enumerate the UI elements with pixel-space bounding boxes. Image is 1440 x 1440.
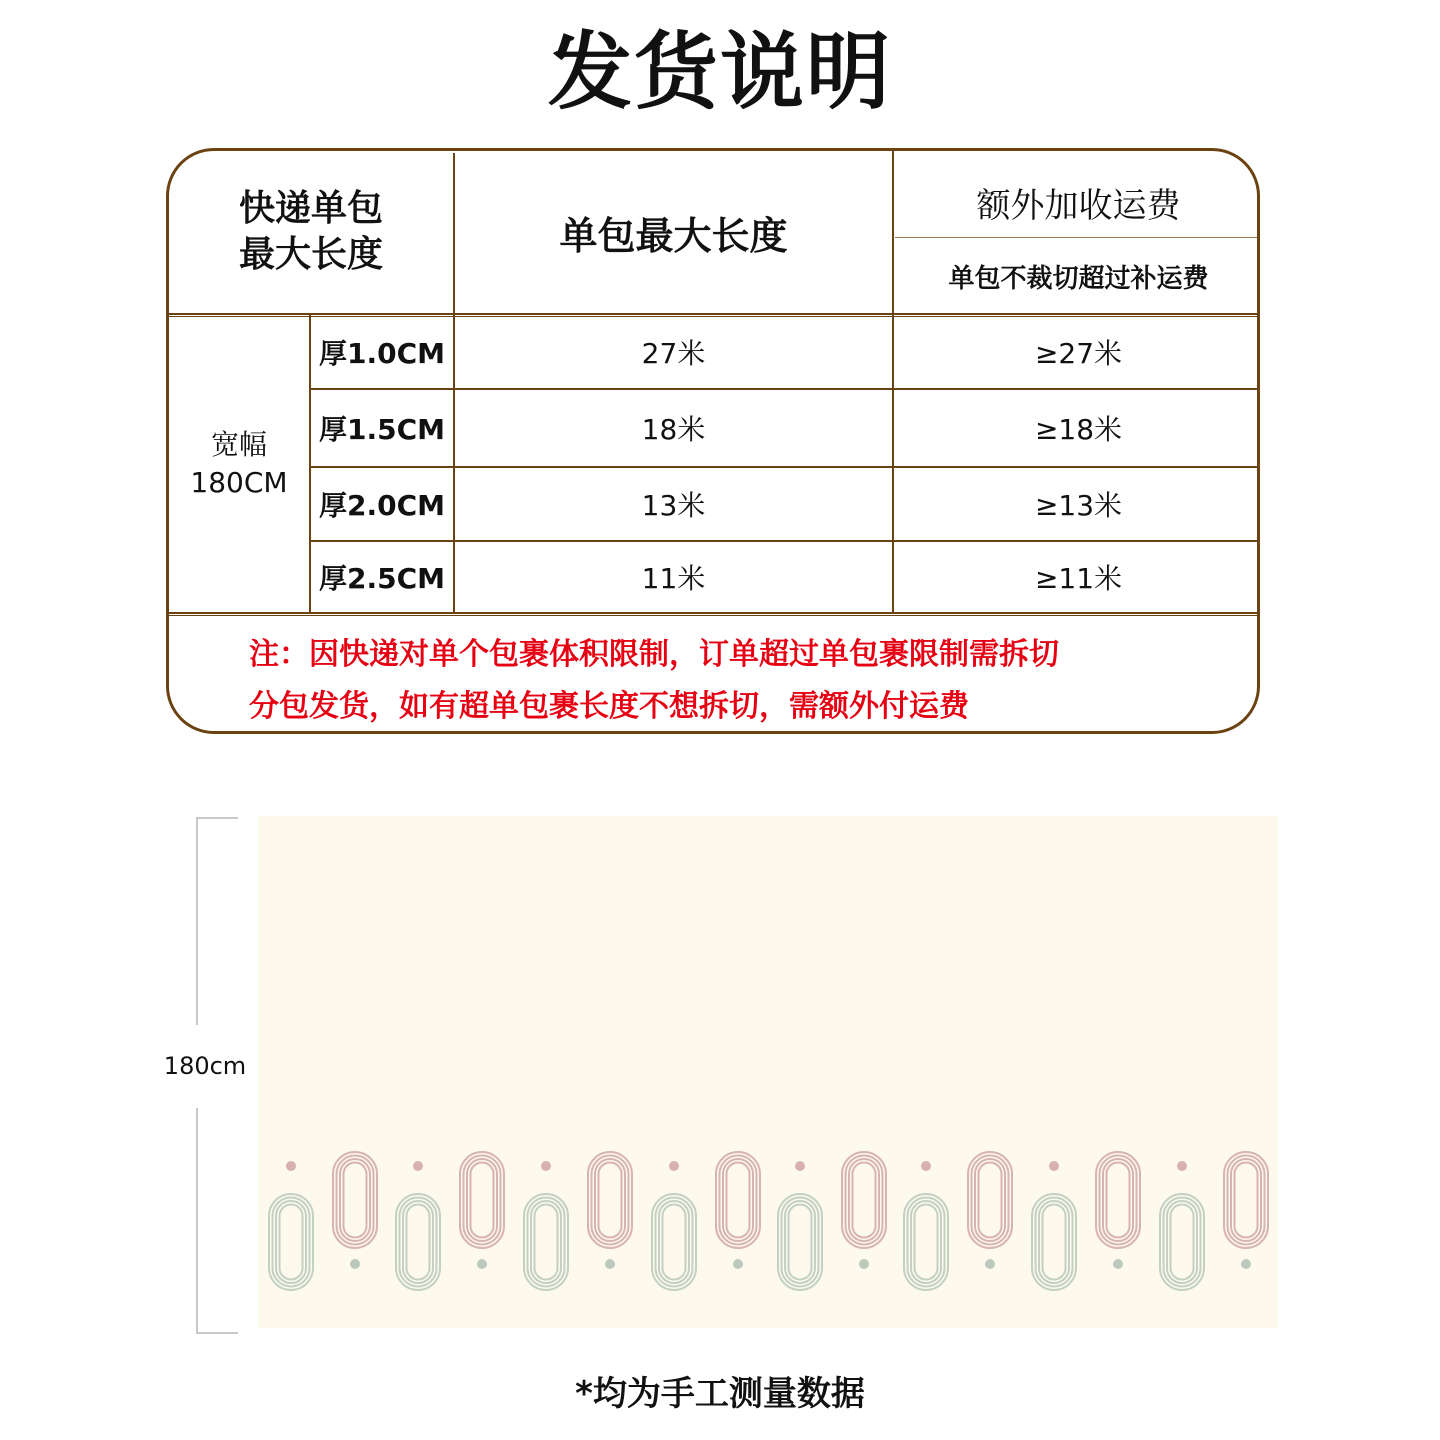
max-length-cell: 13米 (641, 489, 706, 522)
mat-pattern (258, 816, 1278, 1328)
width-label-line: 180CM (190, 466, 288, 499)
pattern-dot (733, 1259, 743, 1269)
thickness-cell: 厚1.0CM (318, 337, 445, 370)
shipping-table (166, 148, 1260, 734)
pink-oval-motif (588, 1152, 632, 1248)
header-extra-fee-desc: 单包不裁切超过补运费 (948, 263, 1209, 294)
green-oval-motif (396, 1194, 440, 1290)
pattern-dot (541, 1161, 551, 1171)
extra-fee-cell: ≥11米 (1034, 562, 1123, 595)
pattern-dot (985, 1259, 995, 1269)
max-length-cell: 27米 (641, 337, 706, 370)
green-oval-motif (778, 1194, 822, 1290)
pink-oval-motif (1224, 1152, 1268, 1248)
pink-oval-motif (842, 1152, 886, 1248)
divider (169, 313, 1260, 315)
pattern-dot (413, 1161, 423, 1171)
thickness-cell: 厚2.0CM (318, 489, 445, 522)
dimension-tick (196, 817, 238, 819)
width-label-line: 宽幅 (210, 428, 267, 461)
header-line: 最大长度 (238, 234, 383, 275)
pink-oval-motif (333, 1152, 377, 1248)
green-oval-motif (524, 1194, 568, 1290)
extra-fee-cell: ≥18米 (1034, 413, 1123, 446)
pattern-dot (1241, 1259, 1251, 1269)
header-extra-fee: 额外加收运费 (976, 185, 1181, 226)
pattern-dot (477, 1259, 487, 1269)
note-line: 注：因快递对单个包裹体积限制，订单超过单包裹限制需拆切 (249, 637, 1059, 672)
pattern-dot (1113, 1259, 1123, 1269)
divider (169, 615, 1260, 616)
dimension-line (196, 817, 198, 1025)
note-line: 分包发货，如有超单包裹长度不想拆切，需额外付运费 (249, 689, 969, 724)
shipping-note (249, 629, 1229, 733)
header-express-max-length (169, 151, 453, 313)
green-oval-motif (1160, 1194, 1204, 1290)
max-length-cell: 11米 (641, 562, 706, 595)
green-oval-motif (904, 1194, 948, 1290)
green-oval-motif (269, 1194, 313, 1290)
width-label (169, 316, 309, 612)
pattern-dot (1177, 1161, 1187, 1171)
extra-fee-cell: ≥13米 (1034, 489, 1123, 522)
pattern-dot (605, 1259, 615, 1269)
pattern-dot (1049, 1161, 1059, 1171)
pink-oval-motif (460, 1152, 504, 1248)
thickness-cell: 厚1.5CM (318, 413, 445, 446)
dimension-line (196, 1108, 198, 1334)
pattern-dot (669, 1161, 679, 1171)
header-max-length: 单包最大长度 (559, 213, 788, 258)
divider (169, 612, 1260, 614)
green-oval-motif (1032, 1194, 1076, 1290)
thickness-cell: 厚2.5CM (318, 562, 445, 595)
height-label: 180cm (163, 1052, 247, 1080)
pattern-dot (350, 1259, 360, 1269)
extra-fee-cell: ≥27米 (1034, 337, 1123, 370)
pattern-dot (859, 1259, 869, 1269)
pattern-dot (921, 1161, 931, 1171)
dimension-tick (196, 1332, 238, 1334)
pattern-dot (795, 1161, 805, 1171)
product-mat-image (258, 816, 1278, 1328)
pattern-dot (286, 1161, 296, 1171)
pink-oval-motif (716, 1152, 760, 1248)
green-oval-motif (652, 1194, 696, 1290)
pink-oval-motif (968, 1152, 1012, 1248)
pink-oval-motif (1096, 1152, 1140, 1248)
max-length-cell: 18米 (641, 413, 706, 446)
page-title: 发货说明 (547, 23, 892, 121)
header-line: 快递单包 (238, 188, 383, 229)
footer-note: *均为手工测量数据 (575, 1374, 865, 1414)
